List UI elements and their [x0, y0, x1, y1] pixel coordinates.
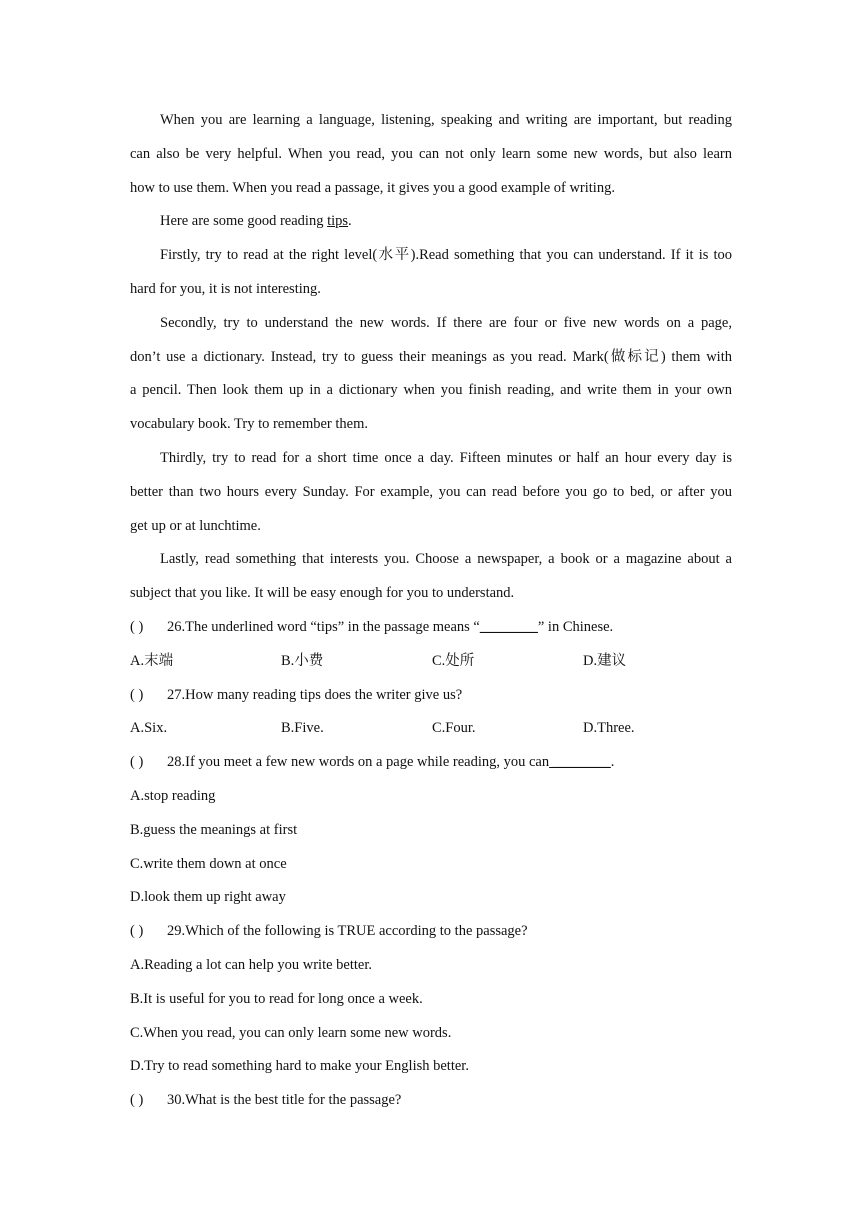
- option-b[interactable]: B.小费: [281, 652, 324, 669]
- text-line: Secondly, try to understand the new words. If there are four or five new words on a page,: [160, 314, 732, 331]
- question-text: ” in Chinese.: [537, 618, 614, 635]
- text-span: .: [348, 213, 352, 230]
- option-a[interactable]: A.Six.: [130, 720, 168, 737]
- text-line: can also be very helpful. When you read, you can not only learn some new words, but also learn: [130, 145, 732, 162]
- text-line: better than two hours every Sunday. For example, you can read before you go to bed, or after you: [130, 483, 732, 500]
- answer-blank: ________: [549, 754, 611, 771]
- option-c[interactable]: C.处所: [432, 652, 475, 669]
- text-line: hard for you, it is not interesting.: [130, 280, 321, 297]
- paragraph-5: [130, 442, 732, 543]
- question-28: [130, 746, 732, 780]
- text-line: don’t use a dictionary. Instead, try to guess their meanings as you read. Mark(做标记) them with: [130, 348, 732, 365]
- answer-bracket[interactable]: ( ): [130, 754, 144, 771]
- question-30: [130, 1084, 732, 1118]
- text-line: Firstly, try to read at the right level(水平).Read something that you can understand. If it is too: [160, 247, 732, 264]
- document-page: [130, 104, 732, 1118]
- question-29: [130, 915, 732, 949]
- answer-bracket[interactable]: ( ): [130, 1092, 144, 1109]
- text-line: When you are learning a language, listening, speaking and writing are important, but reading: [160, 112, 732, 128]
- text-line: get up or at lunchtime.: [130, 517, 261, 534]
- answer-blank: ________: [479, 618, 538, 635]
- text-span: Here are some good reading: [160, 213, 328, 230]
- question-text: .: [610, 754, 615, 771]
- question-27: [130, 679, 732, 713]
- option-a[interactable]: A.stop reading: [130, 787, 216, 804]
- answer-bracket[interactable]: ( ): [130, 618, 144, 635]
- option-b[interactable]: B.It is useful for you to read for long once a week.: [130, 990, 423, 1007]
- text-line: Thirdly, try to read for a short time once a day. Fifteen minutes or half an hour every day is: [160, 449, 732, 466]
- option-a[interactable]: A.末端: [130, 652, 174, 669]
- options-26: [130, 645, 732, 679]
- option-d[interactable]: D.建议: [583, 652, 627, 669]
- question-text: 28.If you meet a few new words on a page while reading, you can: [167, 754, 550, 771]
- text-line: how to use them. When you read a passage, it gives you a good example of writing.: [130, 179, 615, 196]
- question-26: [130, 611, 732, 645]
- option-a[interactable]: A.Reading a lot can help you write better.: [130, 956, 372, 973]
- text-line: subject that you like. It will be easy enough for you to understand.: [130, 585, 515, 602]
- paragraph-2: [130, 205, 732, 239]
- question-text: 29.Which of the following is TRUE according to the passage?: [167, 923, 528, 940]
- underlined-word-tips: tips: [327, 213, 349, 230]
- paragraph-1: [130, 104, 732, 205]
- answer-bracket[interactable]: ( ): [130, 923, 144, 940]
- paragraph-4: [130, 307, 732, 442]
- question-text: 26.The underlined word “tips” in the passage means “: [167, 618, 480, 635]
- option-d[interactable]: D.Try to read something hard to make your English better.: [130, 1058, 469, 1075]
- option-d[interactable]: D.look them up right away: [130, 889, 286, 906]
- option-c[interactable]: C.write them down at once: [130, 855, 287, 872]
- option-b[interactable]: B.guess the meanings at first: [130, 821, 298, 838]
- question-text: 30.What is the best title for the passage?: [167, 1092, 402, 1109]
- text-line: a pencil. Then look them up in a dictionary when you finish reading, and write them in your own: [130, 382, 732, 399]
- question-text: 27.How many reading tips does the writer give us?: [167, 686, 463, 703]
- answer-bracket[interactable]: ( ): [130, 686, 144, 703]
- option-b[interactable]: B.Five.: [281, 720, 324, 737]
- option-c[interactable]: C.Four.: [432, 720, 476, 737]
- options-27: [130, 712, 732, 746]
- option-d[interactable]: D.Three.: [583, 720, 635, 737]
- text-line: Lastly, read something that interests you. Choose a newspaper, a book or a magazine about a: [160, 551, 732, 568]
- paragraph-6: [130, 543, 732, 611]
- option-c[interactable]: C.When you read, you can only learn some new words.: [130, 1024, 452, 1041]
- paragraph-3: [130, 239, 732, 307]
- text-line: vocabulary book. Try to remember them.: [130, 416, 368, 433]
